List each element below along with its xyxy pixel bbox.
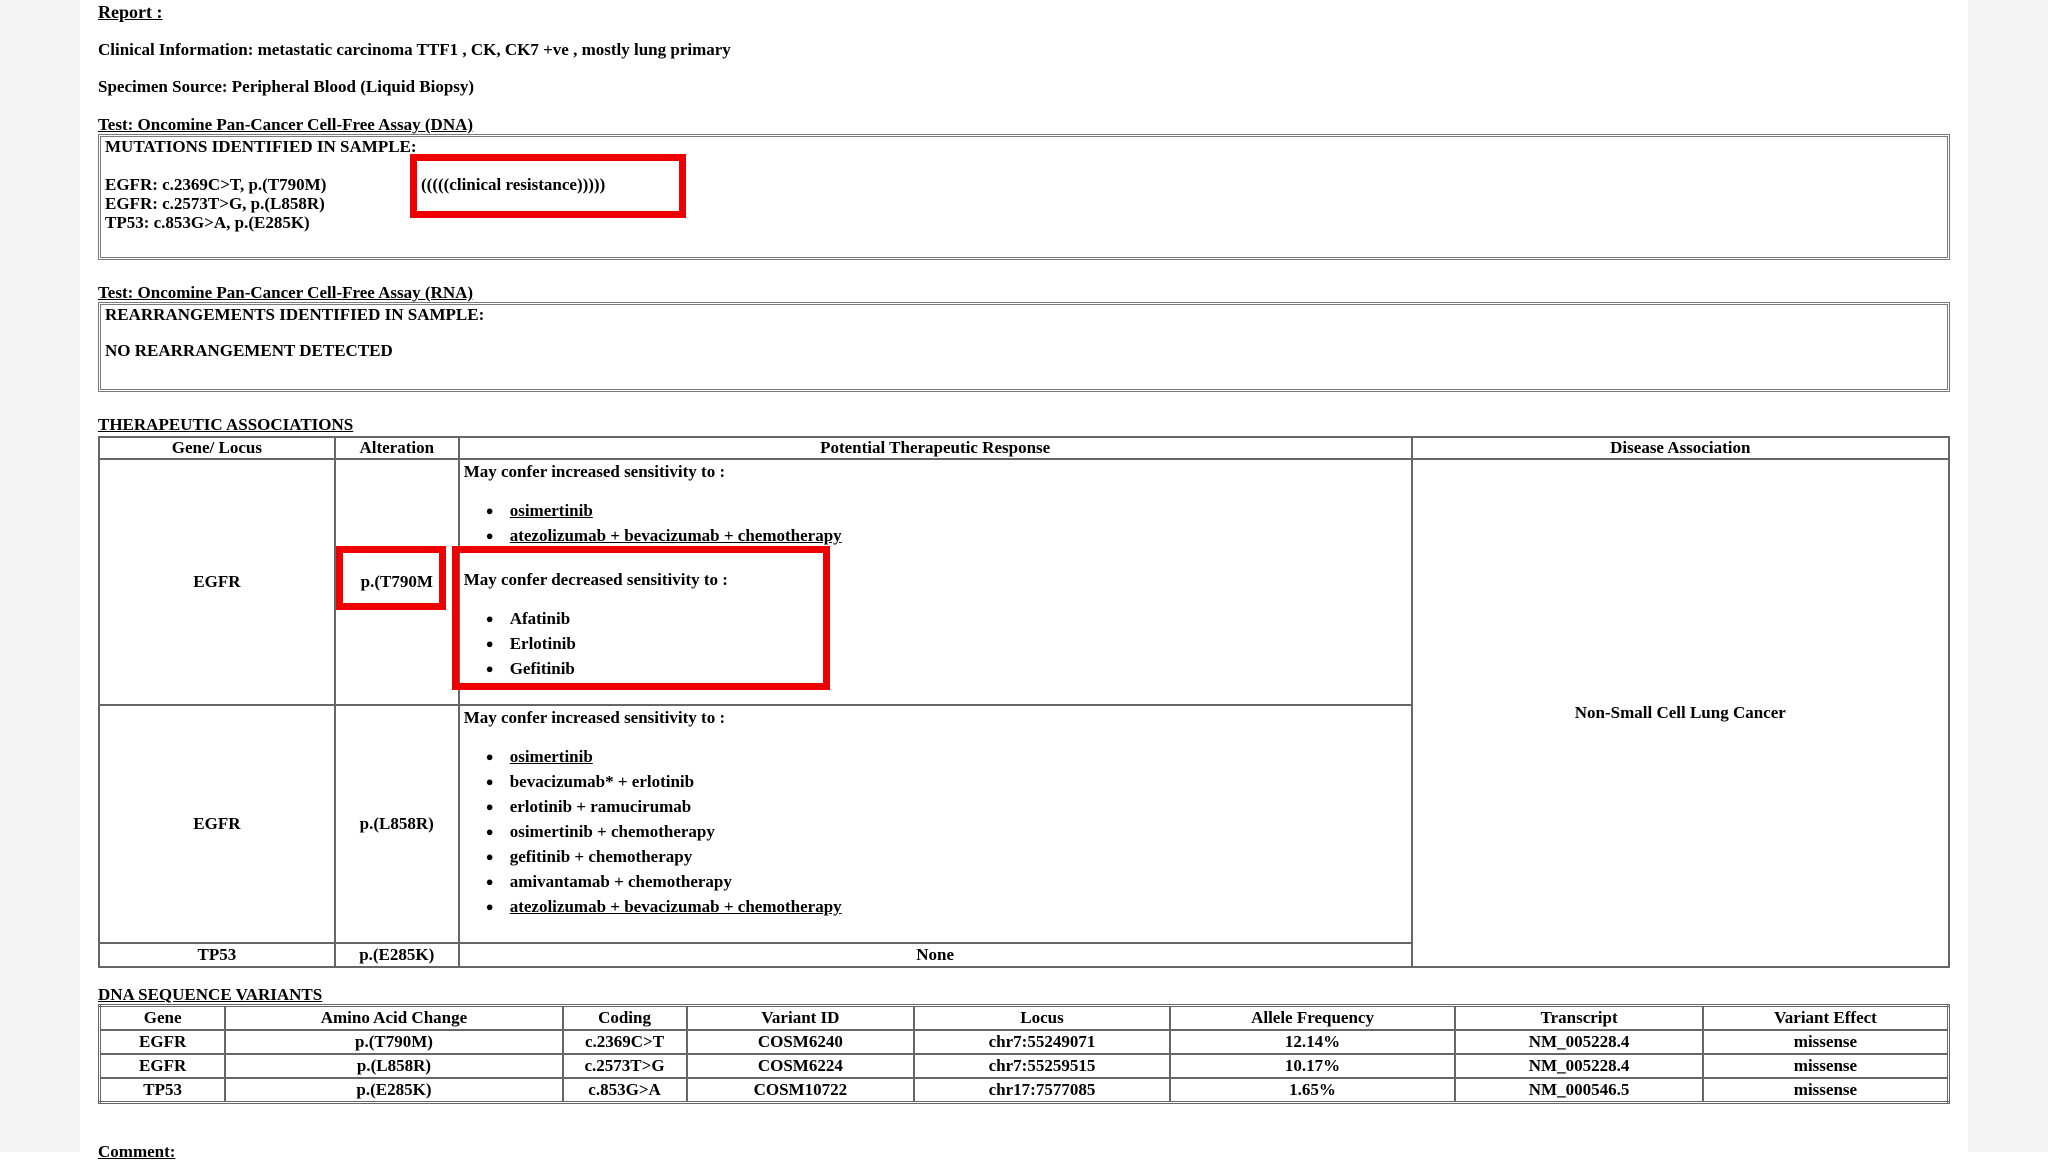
report-page [98, 0, 1948, 1161]
therapeutic-table [98, 436, 1950, 968]
table-cell: chr17:7577085 [914, 1078, 1170, 1103]
dna-test-title: Test: Oncomine Pan-Cancer Cell-Free Assay (DNA) [98, 115, 474, 134]
column-header: Variant ID [687, 1006, 915, 1031]
drug-item: ● gefitinib + chemotherapy [510, 844, 842, 869]
drug-list [510, 498, 842, 548]
table-row [100, 1054, 1949, 1078]
left-margin [0, 0, 80, 1152]
table-cell: COSM6240 [687, 1030, 915, 1054]
table-cell: c.2369C>T [563, 1030, 687, 1054]
increased-label: May confer increased sensitivity to : [463, 462, 726, 481]
mutations-heading: MUTATIONS IDENTIFIED IN SAMPLE: [105, 137, 417, 156]
table-cell: p.(T790M) [225, 1030, 562, 1054]
table-header-row [99, 437, 1949, 459]
drug-item: ● Afatinib [510, 606, 576, 631]
table-cell: c.2573T>G [563, 1054, 687, 1078]
increased-label: May confer increased sensitivity to : [463, 708, 726, 727]
alteration-cell: p.(T790M [335, 459, 459, 705]
clinical-info: Clinical Information: metastatic carcinoma TTF1 , CK, CK7 +ve , mostly lung primary [98, 40, 731, 59]
gene-cell: EGFR [99, 705, 335, 943]
table-cell: chr7:55259515 [914, 1054, 1170, 1078]
table-header-row [100, 1006, 1949, 1031]
drug-item: ● osimertinib [510, 744, 842, 769]
table-cell: NM_000546.5 [1455, 1078, 1703, 1103]
rearrangements-box [98, 302, 1950, 392]
drug-item: ● atezolizumab + bevacizumab + chemotherapy [510, 523, 842, 548]
table-cell: COSM10722 [687, 1078, 915, 1103]
table-cell: chr7:55249071 [914, 1030, 1170, 1054]
highlight-box [410, 154, 686, 218]
table-cell: 1.65% [1170, 1078, 1455, 1103]
highlight-box [336, 546, 446, 610]
column-header: Transcript [1455, 1006, 1703, 1031]
response-cell [459, 705, 1412, 943]
drug-item: ● Gefitinib [510, 656, 576, 681]
dna-variants-table [98, 1004, 1950, 1104]
mutation-item: EGFR: c.2573T>G, p.(L858R) [105, 194, 325, 213]
table-cell: COSM6224 [687, 1054, 915, 1078]
drug-item: ● Erlotinib [510, 631, 576, 656]
drug-item: ● osimertinib + chemotherapy [510, 819, 842, 844]
drug-list [510, 744, 842, 919]
table-cell: NM_005228.4 [1455, 1054, 1703, 1078]
specimen-source: Specimen Source: Peripheral Blood (Liquid Biopsy) [98, 77, 475, 96]
drug-item: ● bevacizumab* + erlotinib [510, 769, 842, 794]
table-cell: EGFR [100, 1030, 226, 1054]
column-header: Gene/ Locus [99, 437, 335, 459]
column-header: Gene [100, 1006, 226, 1031]
comment-label: Comment: [98, 1142, 176, 1161]
dna-variants-title: DNA SEQUENCE VARIANTS [98, 985, 323, 1004]
column-header: Potential Therapeutic Response [459, 437, 1412, 459]
rearrangements-heading: REARRANGEMENTS IDENTIFIED IN SAMPLE: [105, 305, 485, 324]
rearrangement-result: NO REARRANGEMENT DETECTED [105, 341, 393, 360]
table-row [100, 1030, 1949, 1054]
table-cell: missense [1703, 1030, 1949, 1054]
mutation-item: EGFR: c.2369C>T, p.(T790M) [105, 175, 327, 194]
therapeutic-title: THERAPEUTIC ASSOCIATIONS [98, 415, 354, 434]
table-cell: p.(E285K) [225, 1078, 562, 1103]
column-header: Alteration [335, 437, 459, 459]
gene-cell: TP53 [99, 943, 335, 967]
drug-item: ● erlotinib + ramucirumab [510, 794, 842, 819]
column-header: Coding [563, 1006, 687, 1031]
alteration-cell: p.(L858R) [335, 705, 459, 943]
table-cell: p.(L858R) [225, 1054, 562, 1078]
disease-cell: Non-Small Cell Lung Cancer [1412, 459, 1949, 967]
drug-item: ● atezolizumab + bevacizumab + chemotherapy [510, 894, 842, 919]
column-header: Disease Association [1412, 437, 1949, 459]
alteration-cell: p.(E285K) [335, 943, 459, 967]
right-margin [1968, 0, 2048, 1152]
table-cell: missense [1703, 1078, 1949, 1103]
mutations-box [98, 134, 1950, 260]
drug-item: ● osimertinib [510, 498, 842, 523]
decreased-label: May confer decreased sensitivity to : [463, 570, 728, 589]
response-cell: None [459, 943, 1412, 967]
table-cell: c.853G>A [563, 1078, 687, 1103]
table-row [100, 1078, 1949, 1103]
column-header: Variant Effect [1703, 1006, 1949, 1031]
column-header: Amino Acid Change [225, 1006, 562, 1031]
drug-item: ● amivantamab + chemotherapy [510, 869, 842, 894]
mutation-item: TP53: c.853G>A, p.(E285K) [105, 213, 310, 232]
table-cell: NM_005228.4 [1455, 1030, 1703, 1054]
report-title: Report : [98, 2, 163, 22]
rna-test-title: Test: Oncomine Pan-Cancer Cell-Free Assay (RNA) [98, 283, 474, 302]
column-header: Locus [914, 1006, 1170, 1031]
table-cell: TP53 [100, 1078, 226, 1103]
column-header: Allele Frequency [1170, 1006, 1455, 1031]
table-cell: missense [1703, 1054, 1949, 1078]
highlight-box [452, 546, 830, 690]
resistance-annotation: (((((clinical resistance))))) [421, 175, 606, 194]
table-cell: 10.17% [1170, 1054, 1455, 1078]
gene-cell: EGFR [99, 459, 335, 705]
table-cell: EGFR [100, 1054, 226, 1078]
table-cell: 12.14% [1170, 1030, 1455, 1054]
